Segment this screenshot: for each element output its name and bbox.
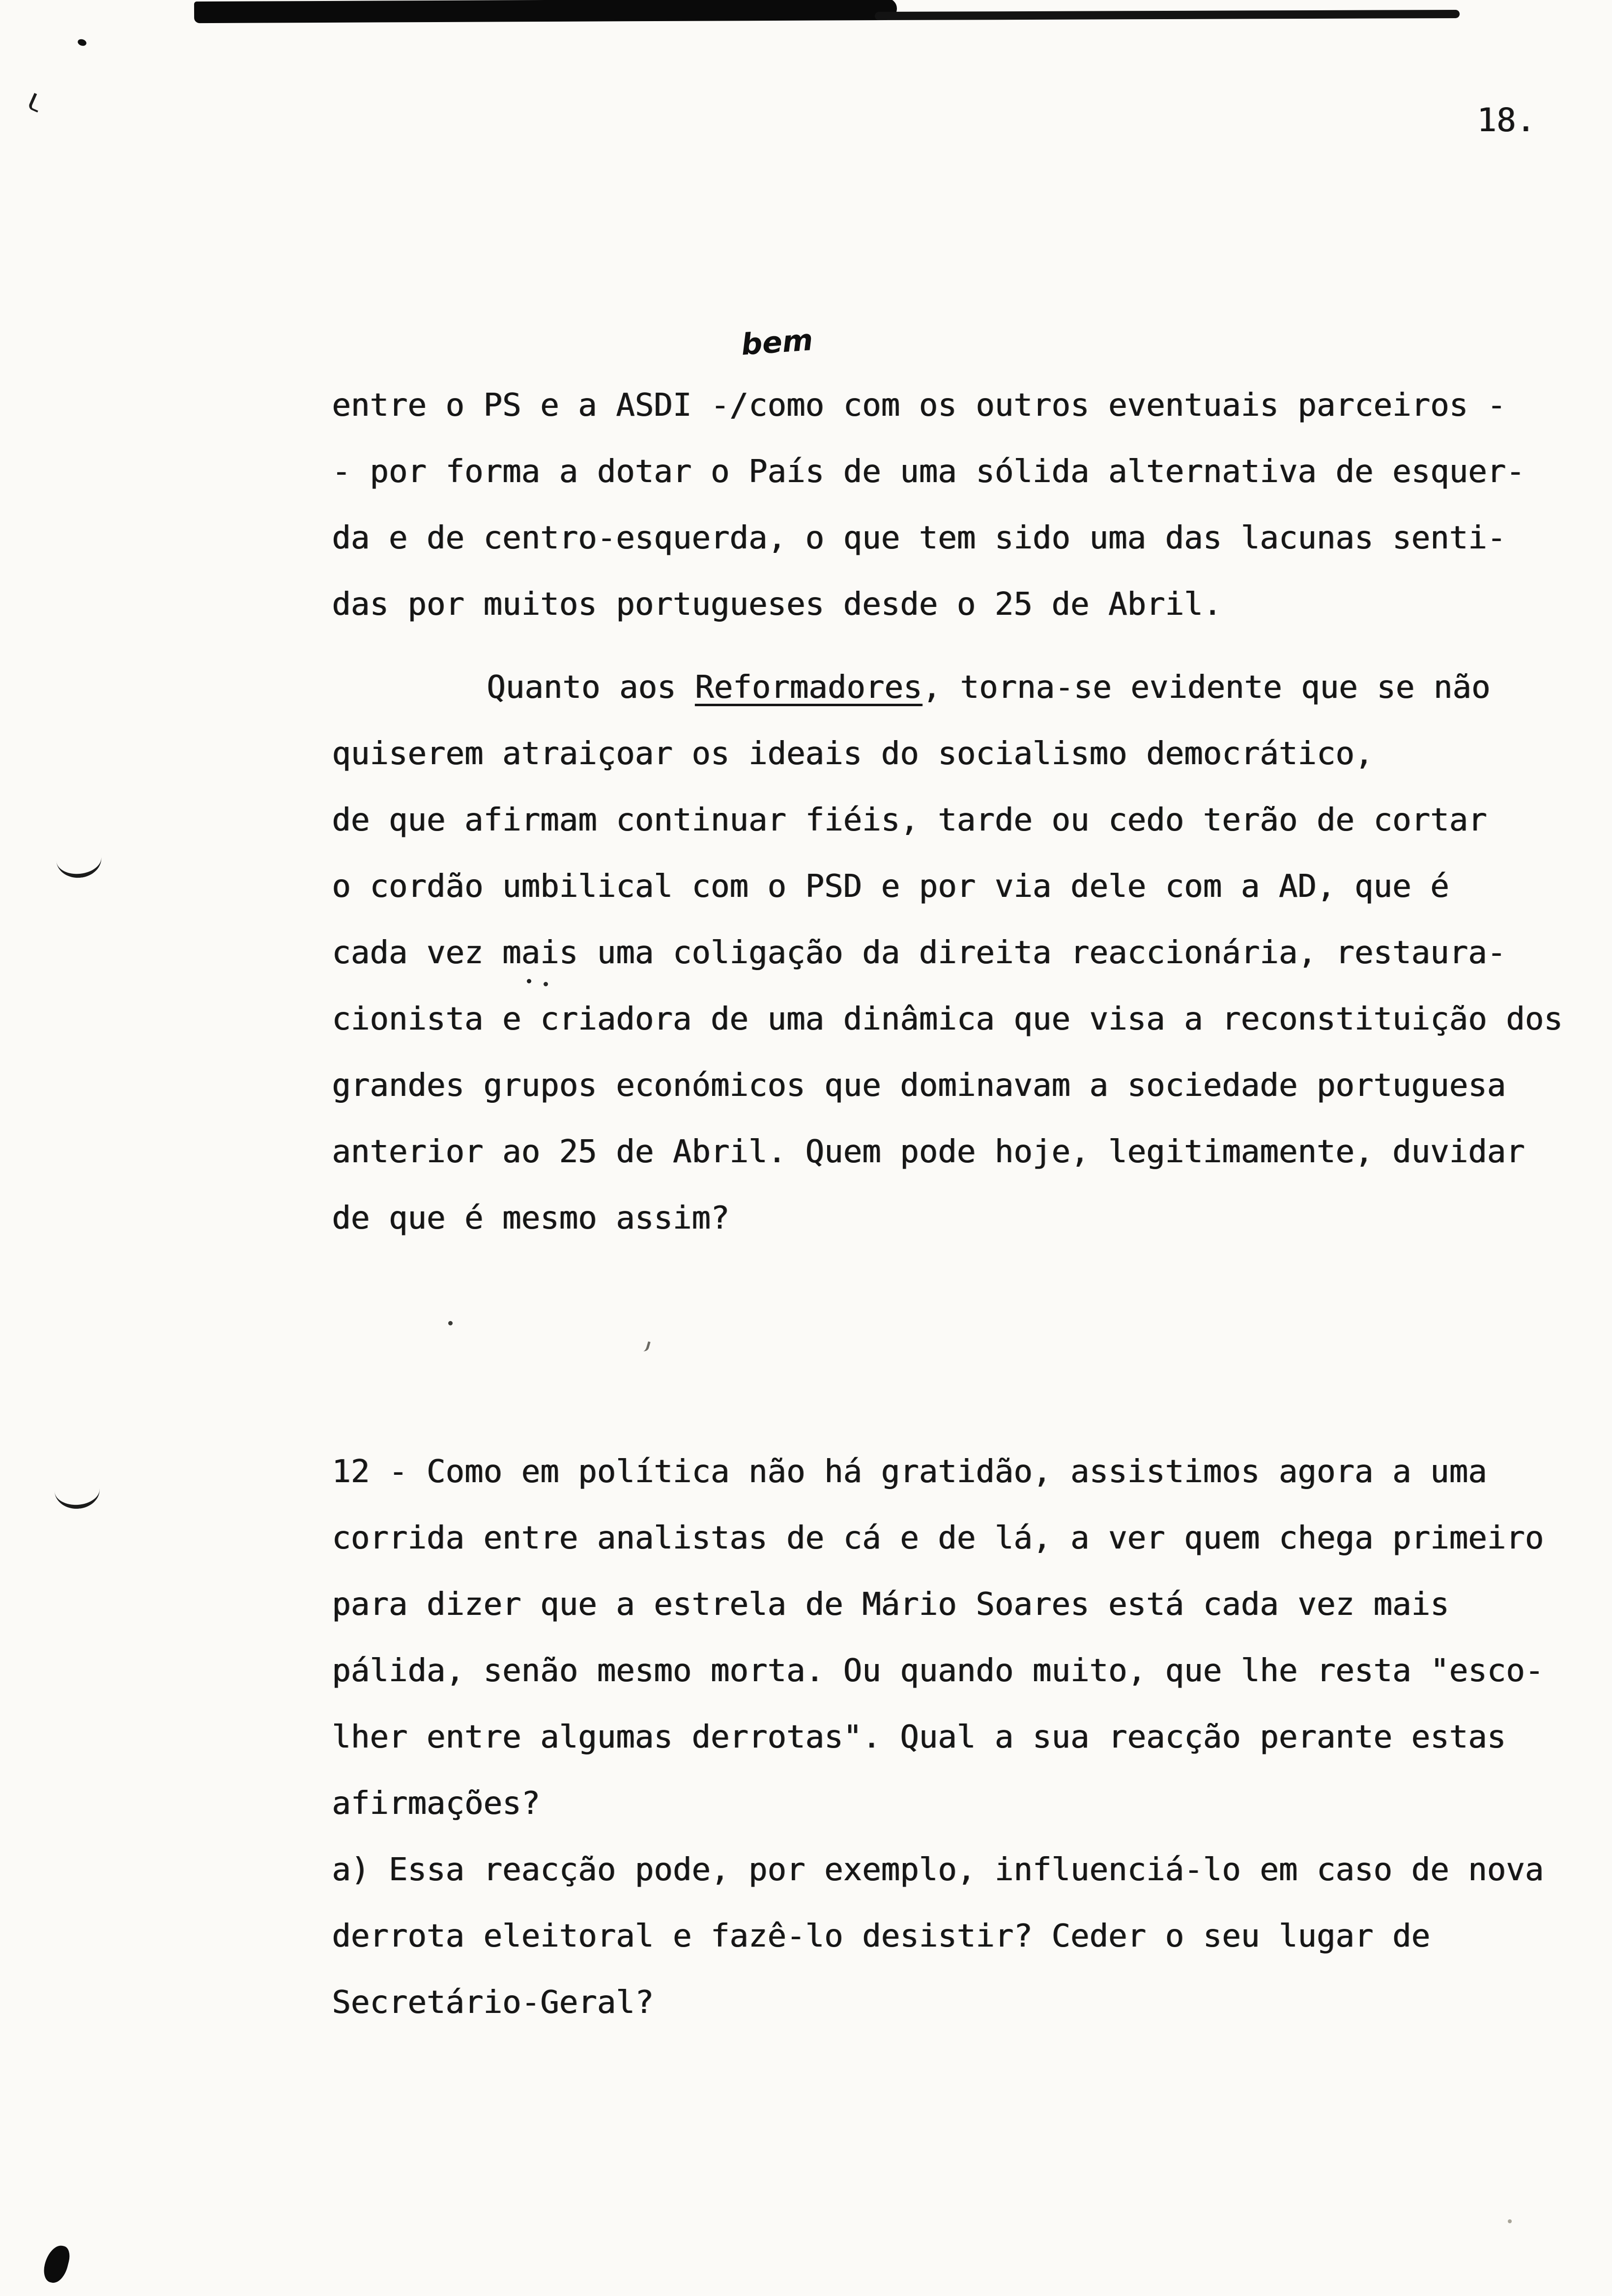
text-line: derrota eleitoral e fazê-lo desistir? Ceder o seu lugar de: [332, 1918, 1430, 1954]
handwritten-insertion-note: bem: [740, 322, 814, 363]
text-line: a) Essa reacção pode, por exemplo, influenciá-lo em caso de nova: [332, 1852, 1544, 1888]
scan-smudge-top-right: [875, 10, 1460, 20]
underlined-text: Reformadores: [694, 669, 922, 706]
paragraph-1: [332, 373, 1525, 638]
ink-tick-mid-page: [639, 1340, 650, 1352]
text-line: cionista e criadora de uma dinâmica que visa a reconstituição dos: [332, 1001, 1563, 1037]
text-line: 12 - Como em política não há gratidão, assistimos agora a uma: [332, 1454, 1487, 1490]
text-line: afirmações?: [332, 1785, 540, 1822]
margin-curve-mark-1: [56, 854, 103, 880]
text-line: corrida entre analistas de cá e de lá, a ver quem chega primeiro: [332, 1520, 1544, 1556]
text-line: anterior ao 25 de Abril. Quem pode hoje, legitimamente, duvidar: [332, 1134, 1525, 1170]
text-line: da e de centro-esquerda, o que tem sido uma das lacunas senti-: [332, 520, 1506, 556]
text-line: de que afirmam continuar fiéis, tarde ou cedo terão de cortar: [332, 802, 1487, 838]
text-line: de que é mesmo assim?: [332, 1200, 730, 1236]
text-segment: Quanto aos: [487, 669, 695, 706]
page-number: 18.: [1477, 101, 1536, 139]
paragraph-2: [332, 655, 1563, 1252]
text-segment: , torna-se evidente que se não: [922, 669, 1491, 706]
text-line: cada vez mais uma coligação da direita reaccionária, restaura-: [332, 935, 1506, 971]
ink-dot-top-left: [77, 38, 87, 47]
text-line: para dizer que a estrela de Mário Soares está cada vez mais: [332, 1586, 1449, 1623]
paragraph-3: [332, 1439, 1544, 2036]
ink-dot-mid-page: [448, 1321, 453, 1325]
text-line: o cordão umbilical com o PSD e por via dele com a AD, que é: [332, 868, 1449, 905]
text-line: - por forma a dotar o País de uma sólida alternativa de esquer-: [332, 454, 1525, 490]
text-segment: entre o PS e a ASDI -: [332, 387, 730, 424]
text-line: das por muitos portugueses desde o 25 de Abril.: [332, 586, 1222, 623]
text-line: grandes grupos económicos que dominavam a sociedade portuguesa: [332, 1067, 1506, 1104]
text-segment-after-insert: /como com os outros eventuais parceiros -: [729, 387, 1506, 424]
scan-smudge-top-left: [194, 0, 897, 23]
text-line: lher entre algumas derrotas". Qual a sua reacção perante estas: [332, 1719, 1506, 1755]
handwriting-tick-top-left: [28, 93, 44, 113]
text-line: quiserem atraiçoar os ideais do socialismo democrático,: [332, 736, 1374, 772]
text-line: [332, 655, 1563, 721]
text-line: pálida, senão mesmo morta. Ou quando muito, que lhe resta "esco-: [332, 1653, 1544, 1689]
margin-curve-mark-2: [55, 1486, 101, 1510]
ink-dots-under-text: [527, 979, 531, 983]
text-line: Secretário-Geral?: [332, 1984, 654, 2021]
scan-noise-dots-bottom-right: [1508, 2219, 1512, 2223]
ink-blob-bottom-left: [41, 2243, 72, 2286]
text-line: [332, 373, 1525, 439]
